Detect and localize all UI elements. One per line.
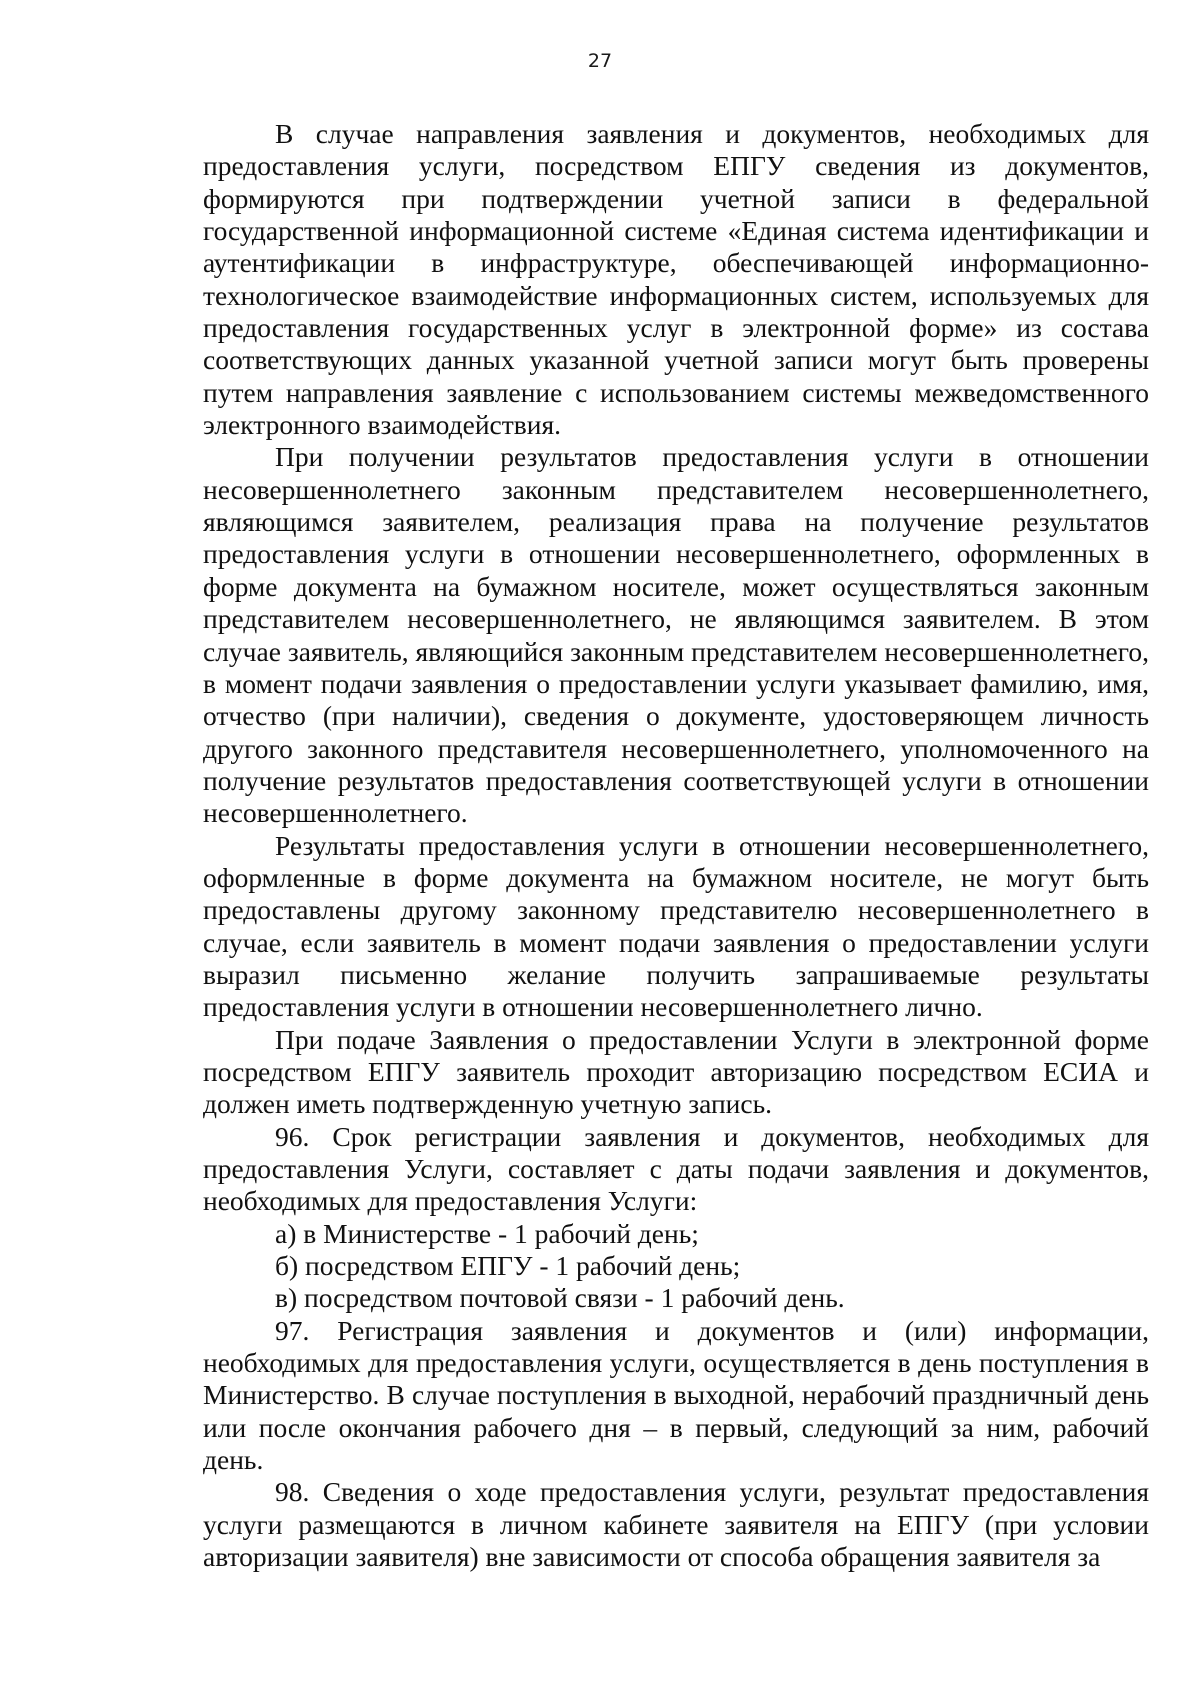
document-body: [203, 118, 1149, 1573]
paragraph-97-registration: 97. Регистрация заявления и документов и (или) информации, необходимых для предоставления услуги, осуществляется в день поступления в Министерство. В случае поступления в выходной, нерабочий праздничный день или после окончания рабочего дня – в первый, следующий за ним, рабочий день.: [203, 1314, 1149, 1476]
paragraph-minor-results: При получении результатов предоставления услуги в отношении несовершеннолетнего законным представителем несовершеннолетнего, являющимся заявителем, реализация права на получение результатов предоставления услуги в отношении несовершеннолетнего, оформленных в форме документа на бумажном носителе, может осуществляться законным представителем несовершеннолетнего, не являющимся заявителем. В этом случае заявитель, являющийся законным представителем несовершеннолетнего, в момент подачи заявления о предоставлении услуги указывает фамилию, имя, отчество (при наличии), сведения о документе, удостоверяющем личность другого законного представителя несовершеннолетнего, уполномоченного на получение результатов предоставления соответствующей услуги в отношении несовершеннолетнего.: [203, 441, 1149, 829]
paragraph-epgu-submission: В случае направления заявления и документов, необходимых для предоставления услуги, посредством ЕПГУ сведения из документов, формируются при подтверждении учетной записи в федеральной государственной информационной системе «Единая система идентификации и аутентификации в инфраструктуре, обеспечивающей информационно-технологическое взаимодействие информационных систем, используемых для предоставления государственных услуг в электронной форме» из состава соответствующих данных указанной учетной записи могут быть проверены путем направления заявление с использованием системы межведомственного электронного взаимодействия.: [203, 118, 1149, 441]
list-item-ministry: а) в Министерстве - 1 рабочий день;: [275, 1217, 699, 1249]
paragraph-results-restriction: Результаты предоставления услуги в отношении несовершеннолетнего, оформленные в форме документа на бумажном носителе, не могут быть предоставлены другому законному представителю несовершеннолетнего в случае, если заявитель в момент подачи заявления о предоставлении услуги выразил письменно желание получить запрашиваемые результаты предоставления услуги в отношении несовершеннолетнего лично.: [203, 829, 1149, 1023]
page-number: 27: [587, 50, 613, 72]
paragraph-96-registration-term: 96. Срок регистрации заявления и документов, необходимых для предоставления Услуги, составляет с даты подачи заявления и документов, необходимых для предоставления Услуги:: [203, 1120, 1149, 1217]
paragraph-esia-authorization: При подаче Заявления о предоставлении Услуги в электронной форме посредством ЕПГУ заявитель проходит авторизацию посредством ЕСИА и должен иметь подтвержденную учетную запись.: [203, 1023, 1149, 1120]
list-item-epgu: б) посредством ЕПГУ - 1 рабочий день;: [275, 1250, 741, 1282]
list-item-postal: в) посредством почтовой связи - 1 рабочий день.: [275, 1282, 845, 1314]
paragraph-98-progress-info: 98. Сведения о ходе предоставления услуги, результат предоставления услуги размещаются в личном кабинете заявителя на ЕПГУ (при условии авторизации заявителя) вне зависимости от способа обращения заявителя за: [203, 1476, 1149, 1573]
